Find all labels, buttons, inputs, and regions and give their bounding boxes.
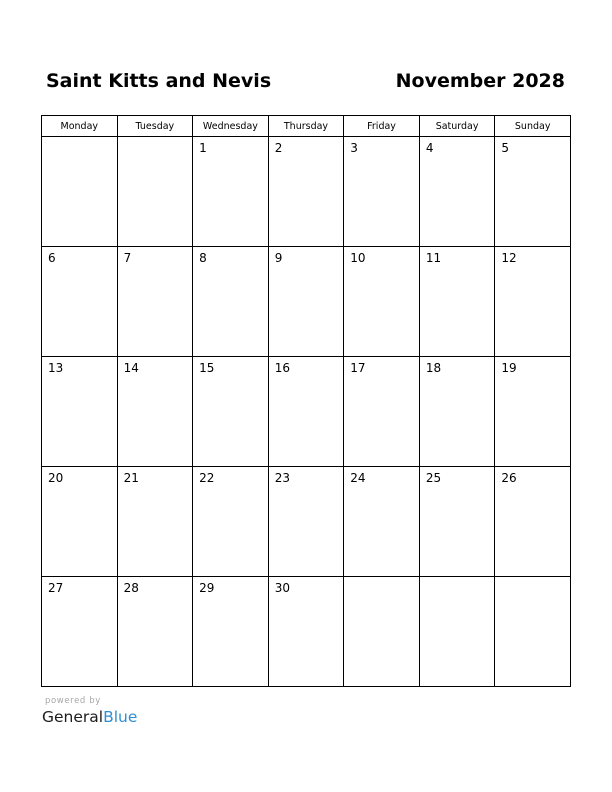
day-number: 17	[350, 361, 366, 375]
weekday-header-wednesday: Wednesday	[193, 116, 269, 137]
weekday-header-saturday: Saturday	[419, 116, 495, 137]
day-cell	[344, 357, 420, 467]
day-cell	[344, 247, 420, 357]
weekday-header-row	[42, 116, 571, 137]
day-number: 13	[48, 361, 64, 375]
calendar-body	[42, 137, 571, 687]
day-number: 25	[425, 471, 442, 485]
day-number: 8	[199, 251, 207, 265]
day-cell	[117, 577, 193, 687]
day-number: 6	[48, 251, 56, 265]
day-cell	[117, 467, 193, 577]
day-number: 29	[199, 581, 215, 595]
weekday-header-thursday: Thursday	[268, 116, 344, 137]
day-cell	[495, 467, 571, 577]
day-number: 5	[501, 141, 510, 155]
week-row	[42, 577, 571, 687]
day-cell	[419, 247, 495, 357]
day-cell	[193, 577, 269, 687]
day-number: 23	[274, 471, 290, 485]
day-cell	[193, 137, 269, 247]
day-number: 18	[425, 361, 442, 375]
day-number: 19	[501, 361, 517, 375]
day-cell	[193, 247, 269, 357]
empty-day-cell	[419, 577, 495, 687]
empty-day-cell	[344, 577, 420, 687]
day-number: 7	[123, 251, 132, 265]
day-number: 22	[199, 471, 215, 485]
calendar-grid	[41, 115, 571, 687]
day-number: 12	[501, 251, 517, 265]
week-row	[42, 137, 571, 247]
day-cell	[268, 577, 344, 687]
day-number: 10	[350, 251, 366, 265]
day-number: 16	[274, 361, 290, 375]
day-cell	[495, 357, 571, 467]
day-number: 2	[274, 141, 283, 155]
day-cell	[117, 247, 193, 357]
weekday-header-monday: Monday	[42, 116, 118, 137]
weekday-header-tuesday: Tuesday	[117, 116, 193, 137]
footer-branding	[42, 696, 137, 727]
logo-blue-text: Blue	[103, 708, 138, 726]
day-number: 15	[199, 361, 215, 375]
week-row	[42, 357, 571, 467]
day-number: 11	[425, 251, 442, 265]
day-cell	[495, 137, 571, 247]
day-cell	[42, 467, 118, 577]
generalblue-logo[interactable]	[42, 707, 137, 727]
day-number: 1	[199, 141, 207, 155]
day-number: 26	[501, 471, 517, 485]
weekday-header-friday: Friday	[344, 116, 420, 137]
day-cell	[42, 577, 118, 687]
empty-day-cell	[495, 577, 571, 687]
week-row	[42, 247, 571, 357]
day-number: 30	[274, 581, 290, 595]
powered-by-text: powered by	[45, 696, 101, 706]
day-cell	[268, 357, 344, 467]
day-cell	[268, 467, 344, 577]
day-cell	[42, 357, 118, 467]
day-number: 21	[123, 471, 139, 485]
day-cell	[419, 137, 495, 247]
day-cell	[193, 467, 269, 577]
day-cell	[344, 137, 420, 247]
day-number: 4	[425, 141, 434, 155]
day-cell	[117, 357, 193, 467]
day-number: 3	[350, 141, 358, 155]
day-cell	[268, 137, 344, 247]
day-cell	[495, 247, 571, 357]
empty-day-cell	[42, 137, 118, 247]
day-number: 27	[48, 581, 64, 595]
day-number: 24	[350, 471, 366, 485]
logo-general-text: General	[42, 708, 104, 726]
day-number: 20	[48, 471, 64, 485]
country-title: Saint Kitts and Nevis	[46, 70, 272, 92]
day-cell	[419, 467, 495, 577]
day-cell	[268, 247, 344, 357]
day-number: 9	[274, 251, 283, 265]
day-cell	[42, 247, 118, 357]
day-cell	[419, 357, 495, 467]
day-number: 28	[123, 581, 139, 595]
day-cell	[344, 467, 420, 577]
month-year-title: November 2028	[395, 70, 565, 92]
empty-day-cell	[117, 137, 193, 247]
week-row	[42, 467, 571, 577]
weekday-header-sunday: Sunday	[495, 116, 571, 137]
day-number: 14	[123, 361, 139, 375]
day-cell	[193, 357, 269, 467]
